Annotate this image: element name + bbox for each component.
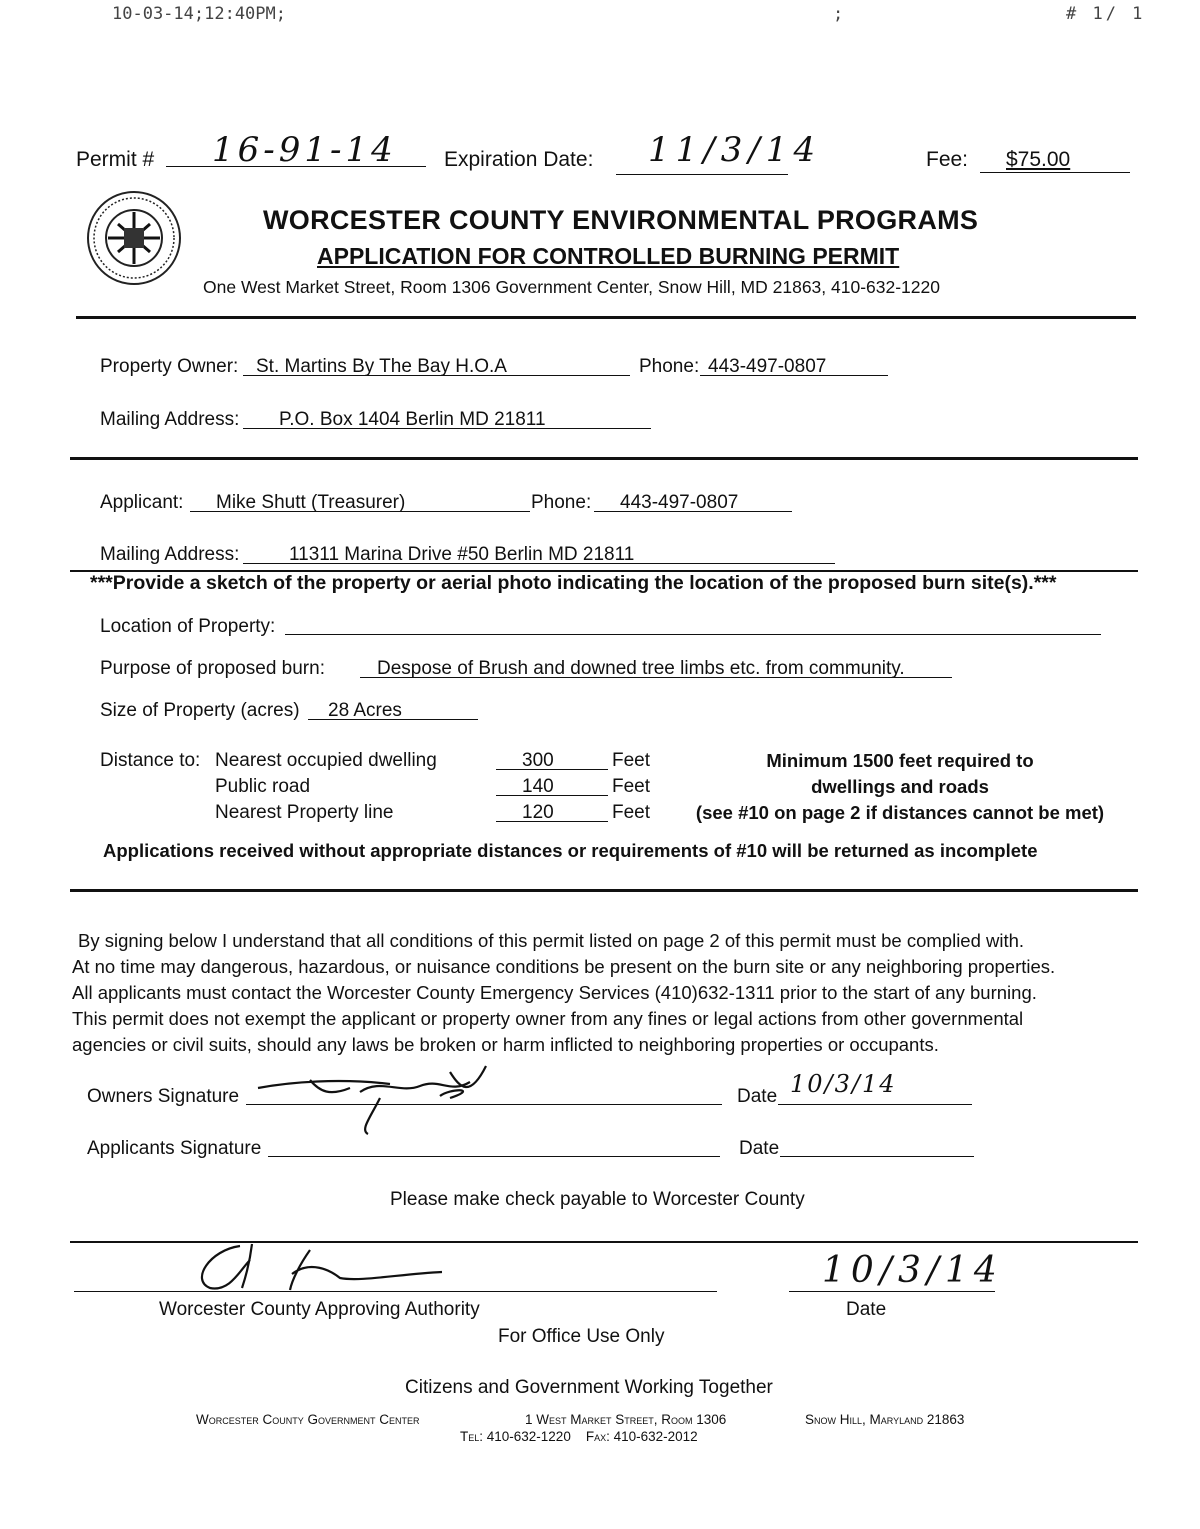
distance-note-line1: Minimum 1500 feet required to [766,750,1034,771]
distance-row-value: 300 [522,750,554,771]
applicant-value: Mike Shutt (Treasurer) [216,492,406,513]
distance-row-name: Nearest occupied dwelling [215,750,437,771]
size-value: 28 Acres [328,700,402,721]
location-underline [285,634,1101,635]
owner-signature-scribble-icon [250,1058,510,1136]
expiration-date-value: 11/3/14 [648,130,822,170]
footer-motto: Citizens and Government Working Together [405,1377,773,1398]
owner-phone-label: Phone: [639,356,700,377]
permit-number-value: 16-91-14 [212,130,397,170]
authority-signature-scribble-icon [180,1240,450,1296]
expiration-date-underline [616,174,788,175]
footer-government-center: Worcester County Government Center [196,1412,420,1427]
sketch-notice: ***Provide a sketch of the property or aerial photo indicating the location of the proposed burn site(s).*** [90,572,1057,594]
location-label: Location of Property: [100,616,276,637]
permit-number-label: Permit # [76,148,155,171]
divider-distances [70,889,1138,892]
terms-line: At no time may dangerous, hazardous, or nuisance conditions be present on the burn site or any neighboring properties. [72,956,1056,977]
distance-label: Distance to: [100,750,201,771]
applicant-mailing-label: Mailing Address: [100,544,240,565]
distance-row-value: 140 [522,776,554,797]
distance-note-line2: dwellings and roads [811,776,989,797]
approval-date-label: Date [846,1299,887,1320]
expiration-date-label: Expiration Date: [444,148,594,171]
terms-line: By signing below I understand that all conditions of this permit listed on page 2 of this permit must be complied with. [78,930,1025,951]
purpose-value: Despose of Brush and downed tree limbs etc. from community. [377,658,905,679]
property-owner-value: St. Martins By The Bay H.O.A [256,356,507,377]
authority-label: Worcester County Approving Authority [159,1299,480,1320]
applicant-phone-label: Phone: [531,492,592,513]
applicant-date-label: Date [739,1138,780,1159]
fax-separator: ; [833,4,844,24]
footer-city: Snow Hill, Maryland 21863 [805,1412,965,1427]
form-title: APPLICATION FOR CONTROLLED BURNING PERMIT [317,243,900,269]
distance-row-unit: Feet [612,802,651,823]
applicant-signature-line[interactable] [268,1156,720,1157]
footer-phone-fax: Tel: 410-632-1220 Fax: 410-632-2012 [460,1429,698,1444]
divider-top [76,316,1136,319]
owner-mailing-label: Mailing Address: [100,409,240,430]
distance-row-unit: Feet [612,750,651,771]
fee-value: $75.00 [1006,148,1071,171]
fax-page-count: # 1/ 1 [1066,4,1146,24]
applicant-label: Applicant: [100,492,184,513]
payable-note: Please make check payable to Worcester County [390,1189,805,1210]
property-owner-label: Property Owner: [100,356,239,377]
distance-row-unit: Feet [612,776,651,797]
terms-line: agencies or civil suits, should any laws be broken or harm inflicted to neighboring properties or occupants. [72,1034,939,1055]
approval-date-value: 10/3/14 [822,1250,1003,1291]
applicant-phone-value: 443-497-0807 [620,492,739,513]
applicant-signature-label: Applicants Signature [87,1138,262,1159]
applicant-date-line[interactable] [780,1156,974,1157]
distance-row-name: Nearest Property line [215,802,394,823]
incomplete-notice: Applications received without appropriate distances or requirements of #10 will be returned as incomplete [103,840,1038,861]
size-label: Size of Property (acres) [100,700,300,721]
county-seal-icon [84,190,184,286]
divider-owner [70,457,1138,460]
terms-line: All applicants must contact the Worcester County Emergency Services (410)632-1311 prior to the start of any burning. [72,982,1037,1003]
distance-row-name: Public road [215,776,311,797]
approval-date-line [789,1291,995,1292]
distance-row-value: 120 [522,802,554,823]
owner-phone-value: 443-497-0807 [708,356,827,377]
owner-signature-label: Owners Signature [87,1086,240,1107]
owner-date-label: Date [737,1086,778,1107]
distance-note-line3: (see #10 on page 2 if distances cannot be met) [695,802,1105,823]
terms-line: This permit does not exempt the applicant or property owner from any fines or legal actions from other governmental [72,1008,1024,1029]
office-use-note: For Office Use Only [498,1326,665,1347]
owner-mailing-value: P.O. Box 1404 Berlin MD 21811 [279,409,546,430]
agency-address: One West Market Street, Room 1306 Government Center, Snow Hill, MD 21863, 410-632-1220 [203,277,940,297]
purpose-label: Purpose of proposed burn: [100,658,325,679]
agency-title: WORCESTER COUNTY ENVIRONMENTAL PROGRAMS [263,205,979,235]
applicant-mailing-value: 11311 Marina Drive #50 Berlin MD 21811 [289,544,635,565]
owner-date-line[interactable] [778,1104,972,1105]
footer-street: 1 West Market Street, Room 1306 [525,1412,727,1427]
fax-timestamp: 10-03-14;12:40PM; [112,4,286,24]
fee-label: Fee: [926,148,969,171]
owner-date-value: 10/3/14 [790,1070,897,1098]
fee-underline [980,172,1130,173]
